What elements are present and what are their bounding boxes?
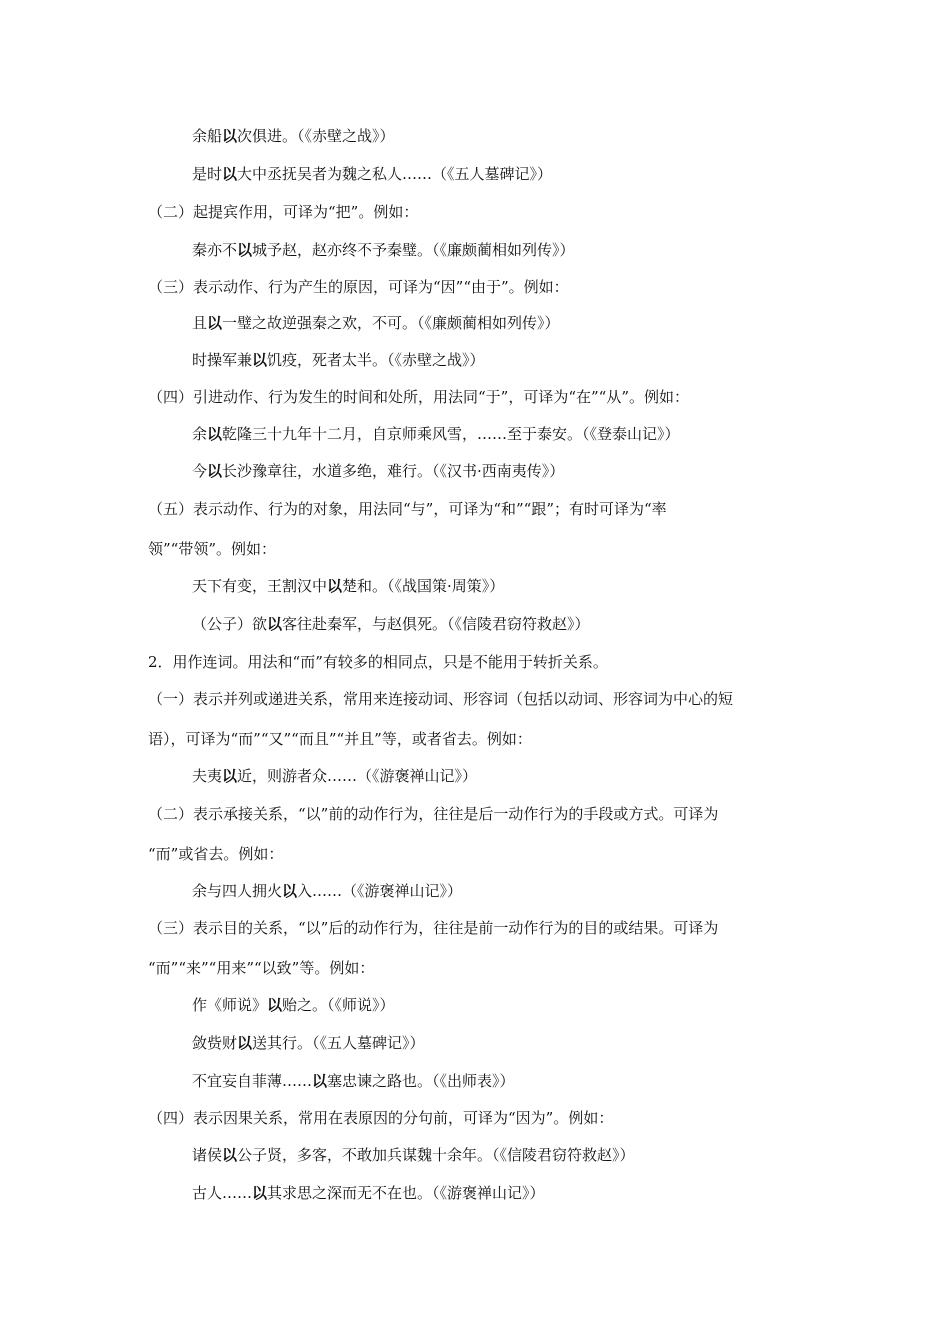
keyword-yi: 以 (312, 1072, 328, 1090)
keyword-yi: 以 (267, 996, 283, 1014)
example-line: 是时以大中丞抚吴者为魏之私人……（《五人墓碑记》） (192, 165, 553, 183)
keyword-yi: 以 (207, 425, 223, 443)
section-heading: （五）表示动作、行为的对象，用法同“与”，可译为“和”“跟”；有时可译为“率 (148, 500, 667, 518)
keyword-yi: 以 (207, 462, 223, 480)
section-heading: （二）表示承接关系，“以”前的动作行为，往往是后一动作行为的手段或方式。可译为 (148, 805, 719, 823)
section-heading: （四）表示因果关系，常用在表原因的分句前，可译为“因为”。例如： (148, 1109, 614, 1127)
keyword-yi: 以 (207, 314, 223, 332)
section-heading-cont: 语），可译为“而”“又”“而且”“并且”等，或者省去。例如： (148, 730, 532, 748)
keyword-yi: 以 (267, 615, 283, 633)
example-line: （公子）欲以客往赴秦军，与赵俱死。（《信陵君窃符救赵》） (192, 615, 590, 633)
keyword-yi: 以 (222, 767, 238, 785)
keyword-yi: 以 (222, 165, 238, 183)
keyword-yi: 以 (222, 1146, 238, 1164)
section-heading: （四）引进动作、行为发生的时间和处所，用法同“于”，可译为“在”“从”。例如： (148, 388, 690, 406)
example-line: 时操军兼以饥疫，死者太半。（《赤壁之战》） (192, 351, 485, 369)
example-line: 天下有变，王割汉中以楚和。（《战国策·周策》） (192, 577, 505, 595)
example-line: 余船以次俱进。（《赤壁之战》） (192, 127, 395, 145)
keyword-yi: 以 (222, 127, 238, 145)
example-line: 余以乾隆三十九年十二月，自京师乘风雪，……至于泰安。（《登泰山记》） (192, 425, 680, 443)
example-line: 作《师说》以贻之。（《师说》） (192, 996, 395, 1014)
example-line: 秦亦不以城予赵，赵亦终不予秦璧。（《廉颇蔺相如列传》） (192, 241, 575, 259)
example-line: 古人……以其求思之深而无不在也。（《游褒禅山记》） (192, 1184, 545, 1202)
keyword-yi: 以 (282, 882, 298, 900)
example-line: 且以一璧之故逆强秦之欢，不可。（《廉颇蔺相如列传》） (192, 314, 560, 332)
keyword-yi: 以 (252, 1184, 268, 1202)
example-line: 不宜妄自菲薄……以塞忠谏之路也。（《出师表》） (192, 1072, 515, 1090)
section-heading: （一）表示并列或递进关系，常用来连接动词、形容词（包括以动词、形容词为中心的短 (148, 690, 734, 708)
keyword-yi: 以 (237, 1034, 253, 1052)
section-heading: （三）表示动作、行为产生的原因，可译为“因”“由于”。例如： (148, 278, 569, 296)
example-line: 余与四人拥火以入……（《游褒禅山记》） (192, 882, 463, 900)
section-heading: （二）起提宾作用，可译为“把”。例如： (148, 203, 419, 221)
keyword-yi: 以 (327, 577, 343, 595)
section-heading-cont: 领”“带领”。例如： (148, 540, 277, 558)
section-heading-cont: “而”“来”“用来”“以致”等。例如： (148, 959, 375, 977)
numbered-heading: 2．用作连词。用法和“而”有较多的相同点，只是不能用于转折关系。 (148, 653, 608, 671)
keyword-yi: 以 (237, 241, 253, 259)
example-line: 今以长沙豫章往，水道多绝，难行。（《汉书·西南夷传》） (192, 462, 565, 480)
example-line: 敛赀财以送其行。（《五人墓碑记》） (192, 1034, 425, 1052)
section-heading-cont: “而”或省去。例如： (148, 845, 284, 863)
section-heading: （三）表示目的关系，“以”后的动作行为，往往是前一动作行为的目的或结果。可译为 (148, 919, 719, 937)
example-line: 诸侯以公子贤，多客，不敢加兵谋魏十余年。（《信陵君窃符救赵》） (192, 1146, 635, 1164)
keyword-yi: 以 (252, 351, 268, 369)
example-line: 夫夷以近，则游者众……（《游褒禅山记》） (192, 767, 478, 785)
